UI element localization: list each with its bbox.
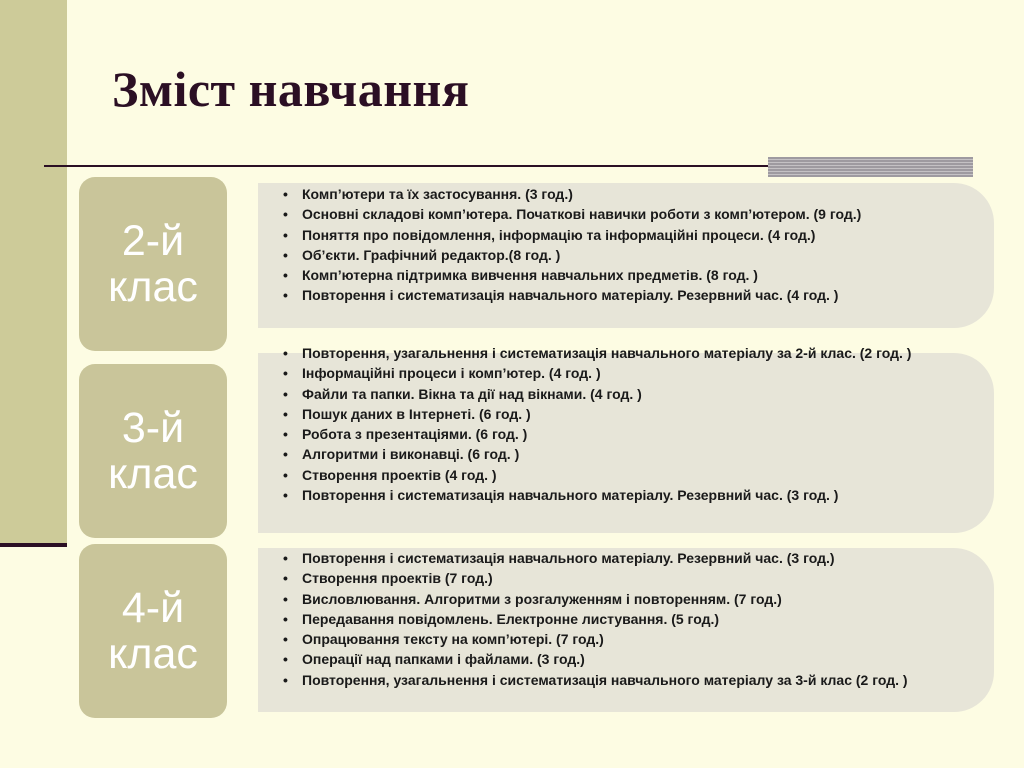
grade-3-number: 3-й <box>121 404 185 452</box>
left-decor-bar <box>0 0 67 545</box>
grade-4-topic: • Передавання повідомлень. Електронне листування. (5 год.) <box>280 611 954 628</box>
grade-2-label-box <box>79 177 227 351</box>
grade-2-topic: • Поняття про повідомлення, інформацію та інформаційні процеси. (4 год.) <box>280 227 954 244</box>
grade-4-number: 4-й <box>121 584 185 632</box>
grade-3-topic: • Повторення і систематизація навчального матеріалу. Резервний час. (3 год. ) <box>280 487 954 504</box>
grade-4-topic: • Висловлювання. Алгоритми з розгалуженням і повторенням. (7 год.) <box>280 591 954 608</box>
grade-3-topic: • Алгоритми і виконавці. (6 год. ) <box>280 446 954 463</box>
grade-2-number: 2-й <box>121 217 185 265</box>
page-title: Зміст навчання <box>112 61 470 117</box>
grade-3-topic: • Файли та папки. Вікна та дії над вікнами. (4 год. ) <box>280 386 954 403</box>
left-decor-line <box>0 543 67 547</box>
grade-3-word: клас <box>108 450 198 498</box>
grade-4-label-box <box>79 544 227 718</box>
grade-3-topics <box>258 345 994 533</box>
grade-4-topic: • Операції над папками і файлами. (3 год.) <box>280 651 954 668</box>
grade-2-topic: • Основні складові комп’ютера. Початкові навички роботи з комп’ютером. (9 год.) <box>280 206 954 223</box>
grade-4-topic: • Повторення, узагальнення і систематизація навчального матеріалу за 3-й клас (2 год. ) <box>280 672 954 689</box>
grade-2-topic: • Комп’ютерна підтримка вивчення навчальних предметів. (8 год. ) <box>280 267 954 284</box>
grade-3-label-box <box>79 364 227 538</box>
grade-2-topic: • Об’єкти. Графічний редактор.(8 год. ) <box>280 247 954 264</box>
grade-4-word: клас <box>108 630 198 678</box>
grade-2-topics <box>258 183 994 328</box>
grade-4-topic: • Опрацювання тексту на комп’ютері. (7 год.) <box>280 631 954 648</box>
grade-2-topic: • Повторення і систематизація навчального матеріалу. Резервний час. (4 год. ) <box>280 287 954 304</box>
grade-3-topic: • Створення проектів (4 год. ) <box>280 467 954 484</box>
grade-3-topic: • Робота з презентаціями. (6 год. ) <box>280 426 954 443</box>
grade-3-topic: • Пошук даних в Інтернеті. (6 год. ) <box>280 406 954 423</box>
grade-4-topic: • Створення проектів (7 год.) <box>280 570 954 587</box>
grade-4-topics <box>258 548 994 712</box>
grade-2-word: клас <box>108 263 198 311</box>
title-accent-stripes <box>768 157 973 177</box>
grade-3-topic: • Інформаційні процеси і комп’ютер. (4 год. ) <box>280 365 954 382</box>
grade-4-topic: • Повторення і систематизація навчального матеріалу. Резервний час. (3 год.) <box>280 550 954 567</box>
grade-3-topic: • Повторення, узагальнення і систематизація навчального матеріалу за 2-й клас. (2 год. ) <box>280 345 954 362</box>
grade-2-topic: • Комп’ютери та їх застосування. (3 год.) <box>280 186 954 203</box>
